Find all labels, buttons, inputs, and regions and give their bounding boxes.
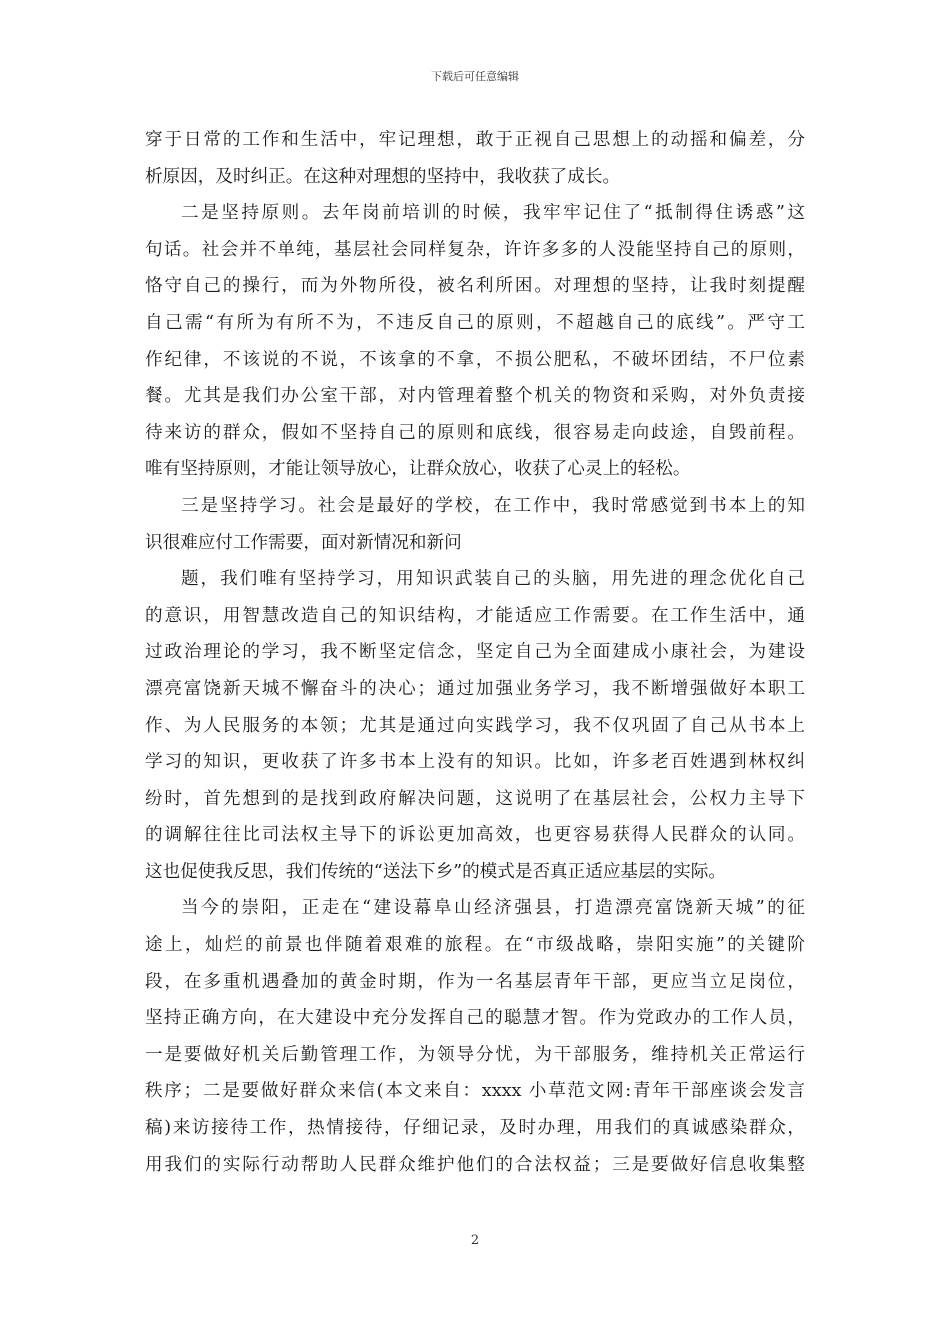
text-line: 漂亮富饶新天城不懈奋斗的决心；通过加强业务学习，我不断增强做好本职工 [145,678,805,699]
text-line: 用我们的实际行动帮助人民群众维护他们的合法权益；三是要做好信息收集整 [145,1154,805,1175]
text-line: 稿)来访接待工作，热情接待，仔细记录，及时办理，用我们的真诚感染群众， [145,1118,805,1139]
page-header: 下载后可任意编辑 [431,70,519,83]
text-line: 一是要做好机关后勤管理工作，为领导分忧，为干部服务，维持机关正常运行 [145,1044,805,1065]
text-line: 过政治理论的学习，我不断坚定信念，坚定自己为全面建成小康社会，为建设 [145,642,805,663]
text-line: 纷时，首先想到的是找到政府解决问题，这说明了在基层社会，公权力主导下 [145,788,805,809]
text-line: 坚持正确方向，在大建设中充分发挥自己的聪慧才智。作为党政办的工作人员， [145,1008,805,1029]
page-number: 2 [470,1233,480,1248]
paragraph-start-line: 三是坚持学习。社会是最好的学校，在工作中，我时常感觉到书本上的知 [181,495,805,516]
text-line: 的调解往往比司法权主导下的诉讼更加高效，也更容易获得人民群众的认同。 [145,825,805,846]
text-line: 自己需“有所为有所不为，不违反自己的原则，不超越自己的底线”。严守工 [145,312,805,333]
text-line: 析原因，及时纠正。在这种对理想的坚持中，我收获了成长。 [145,166,621,187]
text-line: 作、为人民服务的本领；尤其是通过向实践学习，我不仅巩固了自己从书本上 [145,715,805,736]
text-line: 段，在多重机遇叠加的黄金时期，作为一名基层青年干部，更应当立足岗位， [145,971,805,992]
paragraph-start-line: 二是坚持原则。去年岗前培训的时候，我牢牢记住了“抵制得住诱惑”这 [181,203,805,224]
text-line: 识很难应付工作需要，面对新情况和新问 [145,532,462,553]
text-line: 作纪律，不该说的不说，不该拿的不拿，不损公肥私，不破坏团结，不尸位素 [145,349,805,370]
text-line: 穿于日常的工作和生活中，牢记理想，敢于正视自己思想上的动摇和偏差，分 [145,130,805,150]
text-line: 这也促使我反思，我们传统的“送法下乡”的模式是否真正适应基层的实际。 [145,861,726,882]
paragraph-start-line: 当今的崇阳，正走在“建设幕阜山经济强县，打造漂亮富饶新天城”的征 [181,898,805,919]
text-line: 途上，灿烂的前景也伴随着艰难的旅程。在“市级战略，崇阳实施”的关键阶 [145,935,805,956]
document-body [145,122,805,1183]
text-line: 学习的知识，更收获了许多书本上没有的知识。比如，许多老百姓遇到林权纠 [145,752,805,773]
text-line: 句话。社会并不单纯，基层社会同样复杂，许许多多的人没能坚持自己的原则， [145,239,805,260]
text-line: 秩序；二是要做好群众来信(本文来自：xxxx 小草范文网:青年干部座谈会发言 [145,1081,805,1102]
text-line: 的意识，用智慧改造自己的知识结构，才能适应工作需要。在工作生活中，通 [145,605,805,626]
text-line: 恪守自己的操行，而为外物所役，被名利所困。对理想的坚持，让我时刻提醒 [145,276,805,297]
text-line: 唯有坚持原则，才能让领导放心，让群众放心，收获了心灵上的轻松。 [145,459,691,480]
paragraph-start-line: 题，我们唯有坚持学习，用知识武装自己的头脑，用先进的理念优化自己 [181,569,805,590]
text-line: 待来访的群众，假如不坚持自己的原则和底线，很容易走向歧途，自毁前程。 [145,422,805,443]
text-line: 餐。尤其是我们办公室干部，对内管理着整个机关的物资和采购，对外负责接 [145,386,805,407]
